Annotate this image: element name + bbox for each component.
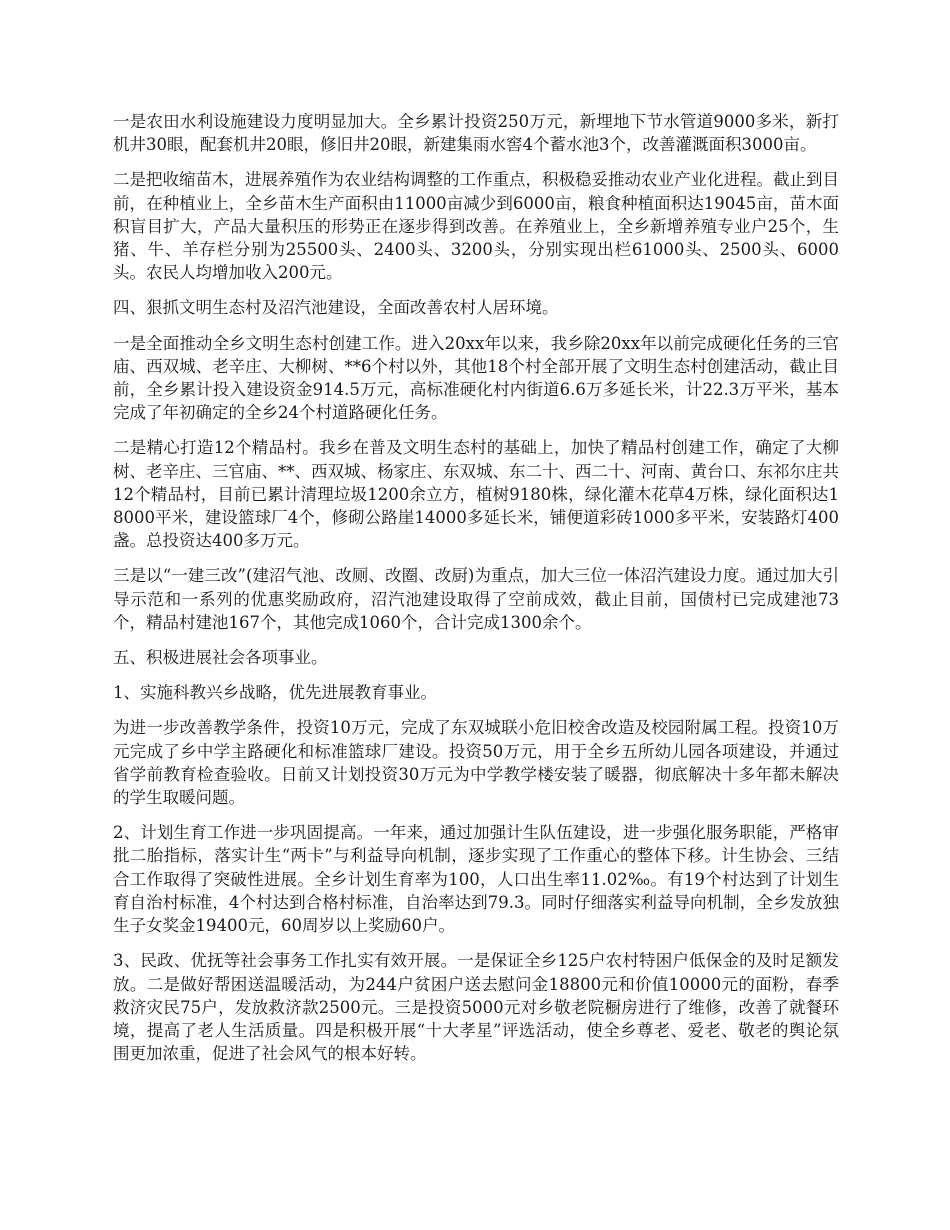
section-heading-social-affairs: 五、积极进展社会各项事业。: [113, 648, 328, 668]
paragraph-ecological-village: 一是全面推动全乡文明生态村创建工作。进入20xx年以来，我乡除20xx年以前完成硬化任务的三官庙、西双城、老辛庄、大柳树、**6个村以外，其他18个村全部开展了文明生态村创建活动，截止目前，全乡累计投入建设资金914.5万元，高标准硬化村内街道6.6万多延长米，计22.3万平米，基本完成了年初确定的全乡24个村道路硬化任务。: [113, 333, 839, 423]
paragraph-family-planning: 2、计划生育工作进一步巩固提高。一年来，通过加强计生队伍建设，进一步强化服务职能，严格审批二胎指标，落实计生“两卡”与利益导向机制，逐步实现了工作重心的整体下移。计生协会、三结合工作取得了突破性进展。全乡计划生育率为100，人口出生率11.02‰。有19个村达到了计划生育自治村标准，4个村达到合格村标准，自治率达到79.3。同时仔细落实利益导向机制，全乡发放独生子女奖金19400元，60周岁以上奖励60户。: [113, 823, 839, 936]
document-body: [113, 110, 839, 1077]
paragraph-model-villages: 二是精心打造12个精品村。我乡在普及文明生态村的基础上，加快了精品村创建工作，确定了大柳树、老辛庄、三官庙、**、西双城、杨家庄、东双城、东二十、西二十、河南、黄台口、东祁尔庄共12个精品村，目前已累计清理垃圾1200余立方，植树9180株，绿化灌木花草4万株，绿化面积达18000平米，建设篮球厂4个，修砌公路崖14000多延长米，铺便道彩砖1000多平米，安装路灯400盏。总投资达400多万元。: [113, 438, 839, 551]
paragraph-education: 为进一步改善教学条件，投资10万元，完成了东双城联小危旧校舍改造及校园附属工程。投资10万元完成了乡中学主路硬化和标准篮球厂建设。投资50万元，用于全乡五所幼儿园各项建设，并通过省学前教育检查验收。日前又计划投资30万元为中学教学楼安装了暖器，彻底解决十多年都未解决的学生取暖问题。: [113, 718, 839, 808]
paragraph-irrigation: 一是农田水利设施建设力度明显加大。全乡累计投资250万元，新埋地下节水管道9000多米，新打机井30眼，配套机井20眼，修旧井20眼，新建集雨水窖4个蓄水池3个，改善灌溉面积3000亩。: [113, 112, 839, 155]
paragraph-biogas: 三是以“一建三改”(建沼气池、改厕、改圈、改厨)为重点，加大三位一体沼汽建设力度。通过加大引导示范和一系列的优惠奖励政府，沼汽池建设取得了空前成效，截止目前，国债村已完成建池73个，精品村建池167个，其他完成1060个，合计完成1300余个。: [113, 566, 839, 632]
paragraph-civil-affairs: 3、民政、优抚等社会事务工作扎实有效开展。一是保证全乡125户农村特困户低保金的及时足额发放。二是做好帮困送温暖活动，为244户贫困户送去慰问金18800元和价值10000元的面粉，春季救济灾民75户，发放救济款2500元。三是投资5000元对乡敬老院橱房进行了维修，改善了就餐环境，提高了老人生活质量。四是积极开展“十大孝星”评选活动，使全乡尊老、爱老、敬老的舆论氛围更加浓重，促进了社会风气的根本好转。: [113, 951, 839, 1064]
subheading-education: 1、实施科教兴乡战略，优先进展教育事业。: [113, 683, 437, 703]
paragraph-agriculture-structure: 二是把收缩苗木，进展养殖作为农业结构调整的工作重点，积极稳妥推动农业产业化进程。截止到目前，在种植业上，全乡苗木生产面积由11000亩减少到6000亩，粮食种植面积达19045亩，苗木面积盲目扩大，产品大量积压的形势正在逐步得到改善。在养殖业上，全乡新增养殖专业户25个，生猪、牛、羊存栏分别为25500头、2400头、3200头，分别实现出栏61000头、2500头、6000头。农民人均增加收入200元。: [113, 170, 839, 283]
section-heading-ecological-village: 四、狠抓文明生态村及沼汽池建设，全面改善农村人居环境。: [113, 298, 559, 318]
